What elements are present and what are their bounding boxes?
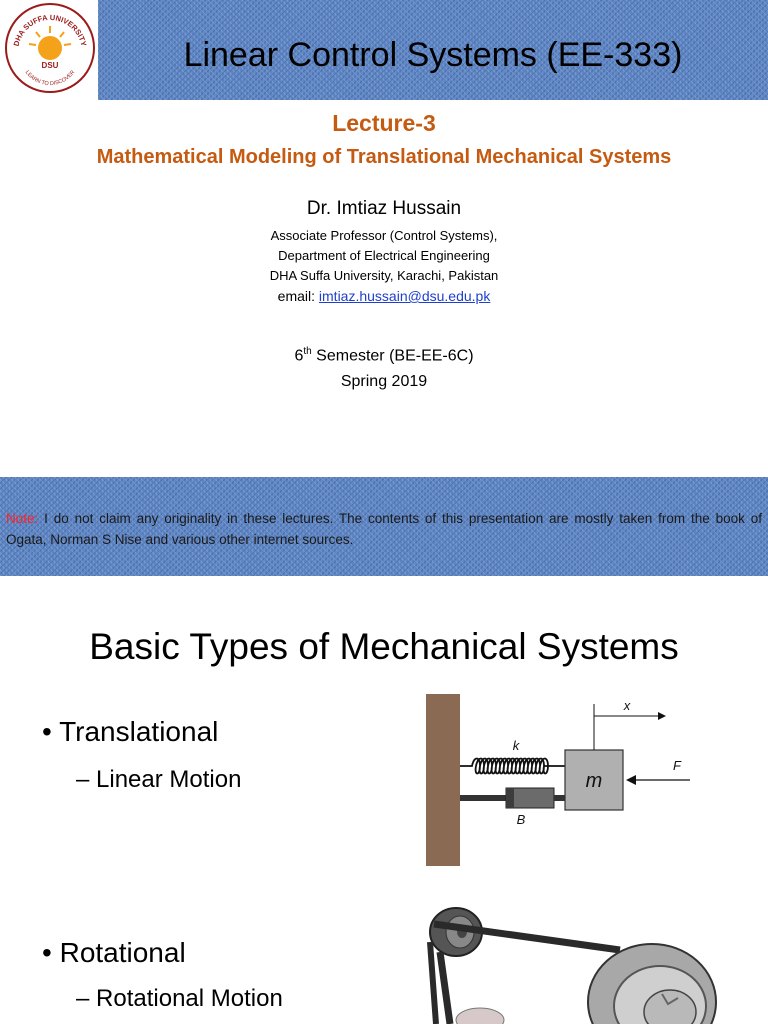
bullet-item — [42, 937, 186, 969]
spring-constant-label: k — [512, 738, 520, 753]
pulley-illustration — [420, 902, 768, 1024]
bullet-label: Translational — [59, 716, 219, 747]
email-link[interactable]: imtiaz.hussain@dsu.edu.pk — [318, 288, 491, 304]
damping-label: B — [516, 812, 526, 827]
dash-icon: – — [76, 985, 90, 1012]
email-label: email: — [277, 288, 319, 304]
dash-icon: – — [76, 766, 90, 793]
logo-text-top: DHA SUFFA UNIVERSITY — [11, 12, 89, 48]
spring — [460, 759, 565, 774]
affiliation-line: Associate Professor (Control Systems), — [270, 228, 498, 243]
term-line: Spring 2019 — [340, 373, 428, 390]
semester-text: Semester (BE-EE-6C) — [311, 347, 474, 365]
damper — [460, 788, 565, 808]
bullet-item — [42, 716, 218, 748]
email-line — [0, 288, 768, 304]
slide-title: Basic Types of Mechanical Systems — [89, 626, 679, 667]
sub-bullet-label: Linear Motion — [96, 766, 242, 793]
logo-tagline: LEARN TO DISCOVER — [23, 69, 77, 88]
mass-label: m — [585, 770, 603, 792]
semester-line — [0, 346, 768, 365]
force-label: F — [673, 758, 681, 773]
bullet-dot-icon: • — [42, 716, 52, 747]
large-pulley — [588, 944, 716, 1024]
course-title: Linear Control Systems (EE-333) — [183, 36, 683, 74]
disclaimer-banner — [0, 477, 768, 576]
lecture-number: Lecture-3 — [332, 110, 436, 136]
mass-spring-damper-diagram — [420, 690, 700, 868]
wall — [426, 694, 460, 866]
logo-text-center: DSU — [41, 61, 59, 70]
lecture-topic: Mathematical Modeling of Translational Mechanical Systems — [96, 146, 672, 168]
hub — [456, 1008, 504, 1024]
note-label: Note: — [6, 511, 39, 526]
sub-bullet-item — [76, 985, 283, 1013]
sub-bullet-item — [76, 766, 241, 794]
bullet-dot-icon: • — [42, 937, 52, 968]
content-slide — [0, 582, 768, 1024]
displacement-label: x — [623, 698, 631, 713]
semester-number: 6 — [294, 347, 304, 365]
affiliation-line: DHA Suffa University, Karachi, Pakistan — [269, 268, 499, 283]
sub-bullet-label: Rotational Motion — [96, 985, 283, 1012]
title-banner — [98, 0, 768, 100]
bullet-label: Rotational — [59, 937, 186, 968]
note-body: I do not claim any originality in these lectures. The contents of this presentation are mostly taken from the book of Ogata, Norman S Nise and various other internet sources. — [6, 511, 762, 547]
semester-suffix: th — [303, 346, 312, 357]
force-arrow — [626, 775, 690, 785]
university-logo — [4, 2, 96, 94]
disclaimer-text — [6, 508, 762, 550]
affiliation-line: Department of Electrical Engineering — [278, 248, 490, 263]
author-name: Dr. Imtiaz Hussain — [306, 198, 462, 219]
